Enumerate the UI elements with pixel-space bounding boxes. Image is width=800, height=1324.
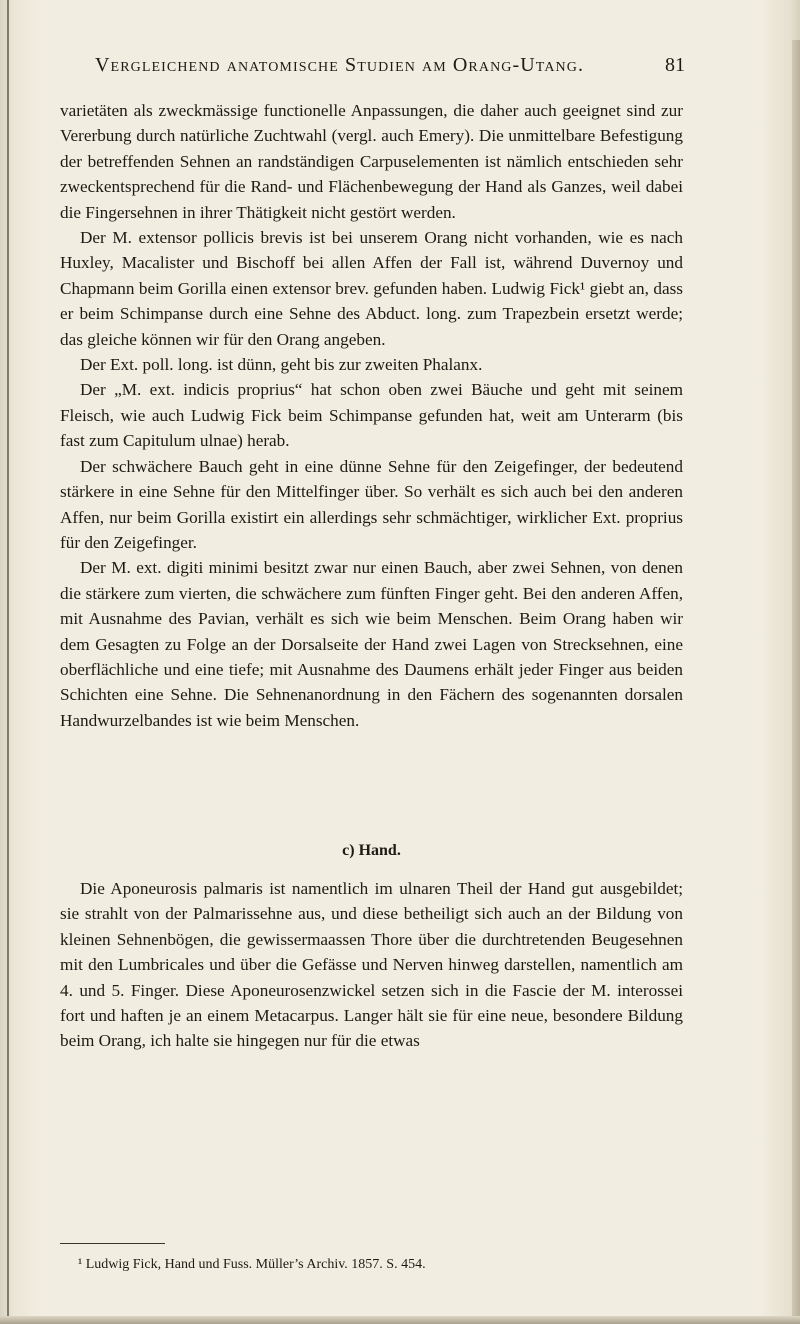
paragraph-6: Der M. ext. digiti minimi besitzt zwar nur einen Bauch, aber zwei Sehnen, von denen die stärkere zum vierten, die schwächere zum fünften Finger geht. Bei den anderen Affen, mit Ausnahme des Pavian, verhält es sich wie beim Menschen. Beim Orang haben wir dem Gesagten zu Folge an der Dorsalseite der Hand zwei Lagen von Strecksehnen, eine oberflächliche und eine tiefe; mit Ausnahme des Daumens erhält jeder Finger aus beiden Schichten eine Sehne. Die Sehnenanordnung in den Fächern des sogenannten dorsalen Handwurzelbandes ist wie beim Menschen. <box>60 558 683 730</box>
paragraph-3: Der Ext. poll. long. ist dünn, geht bis zur zweiten Phalanx. <box>80 355 483 375</box>
page-number: 81 <box>665 54 685 76</box>
page-right-edge <box>792 40 800 1324</box>
section-heading-hand: c) Hand. <box>342 842 401 859</box>
paragraph-4: Der „M. ext. indicis proprius“ hat schon oben zwei Bäuche und geht mit seinem Fleisch, wie auch Ludwig Fick beim Schimpanse gefunden hat, weit am Unterarm (bis fast zum Capitulum ulnae) herab. <box>60 380 683 451</box>
main-text-block <box>60 98 683 733</box>
paragraph-1: varietäten als zweckmässige functionelle Anpassungen, die daher auch geeignet sind zur Vererbung durch natürliche Zuchtwahl (vergl. auch Emery). Die unmittelbare Befestigung der betreffenden Sehnen an randständigen Carpuselementen ist nämlich entschieden sehr zweckentsprechend für die Rand- und Flächenbewegung der Hand als Ganzes, weil dabei die Fingersehnen in ihrer Thätigkeit nicht gestört werden. <box>60 101 683 222</box>
hand-section-text <box>60 876 683 1054</box>
page-gutter-shadow <box>7 0 9 1324</box>
footnote-divider <box>60 1243 165 1244</box>
paragraph-5: Der schwächere Bauch geht in eine dünne Sehne für den Zeigefinger, der bedeutend stärkere in eine Sehne für den Mittelfinger über. So verhält es sich auch bei den anderen Affen, nur beim Gorilla existirt ein allerdings sehr schmächtiger, wirklicher Ext. proprius für den Zeigefinger. <box>60 456 683 552</box>
page-header <box>95 54 685 84</box>
footnote: ¹ Ludwig Fick, Hand und Fuss. Müller’s Archiv. 1857. S. 454. <box>78 1257 426 1272</box>
paragraph-2: Der M. extensor pollicis brevis ist bei unserem Orang nicht vorhanden, wie es nach Huxley, Macalister und Bischoff bei allen Affen der Fall ist, während Duvernoy und Chapmann beim Gorilla einen extensor brev. gefunden haben. Ludwig Fick¹ giebt an, dass er beim Schimpanse durch eine Sehne des Abduct. long. zum Trapezbein ersetzt werde; das gleiche können wir für den Orang angeben. <box>60 228 683 349</box>
paragraph-7: Die Aponeurosis palmaris ist namentlich im ulnaren Theil der Hand gut ausgebildet; sie strahlt von der Palmarissehne aus, und diese betheiligt sich auch an der Bildung von kleinen Sehnenbögen, die gewissermaassen Thore über die durchtretenden Beugesehnen mit den Lumbricales und über die Gefässe und Nerven hinweg darstellen, namentlich am 4. und 5. Finger. Diese Aponeurosenzwickel setzen sich in die Fascie der M. interossei fort und haften je an einem Metacarpus. Langer hält sie für eine neue, besondere Bildung beim Orang, ich halte sie hingegen nur für die etwas <box>60 879 683 1051</box>
page-bottom-edge <box>0 1316 800 1324</box>
running-head: Vergleichend anatomische Studien am Orang-Utang. <box>95 54 585 76</box>
